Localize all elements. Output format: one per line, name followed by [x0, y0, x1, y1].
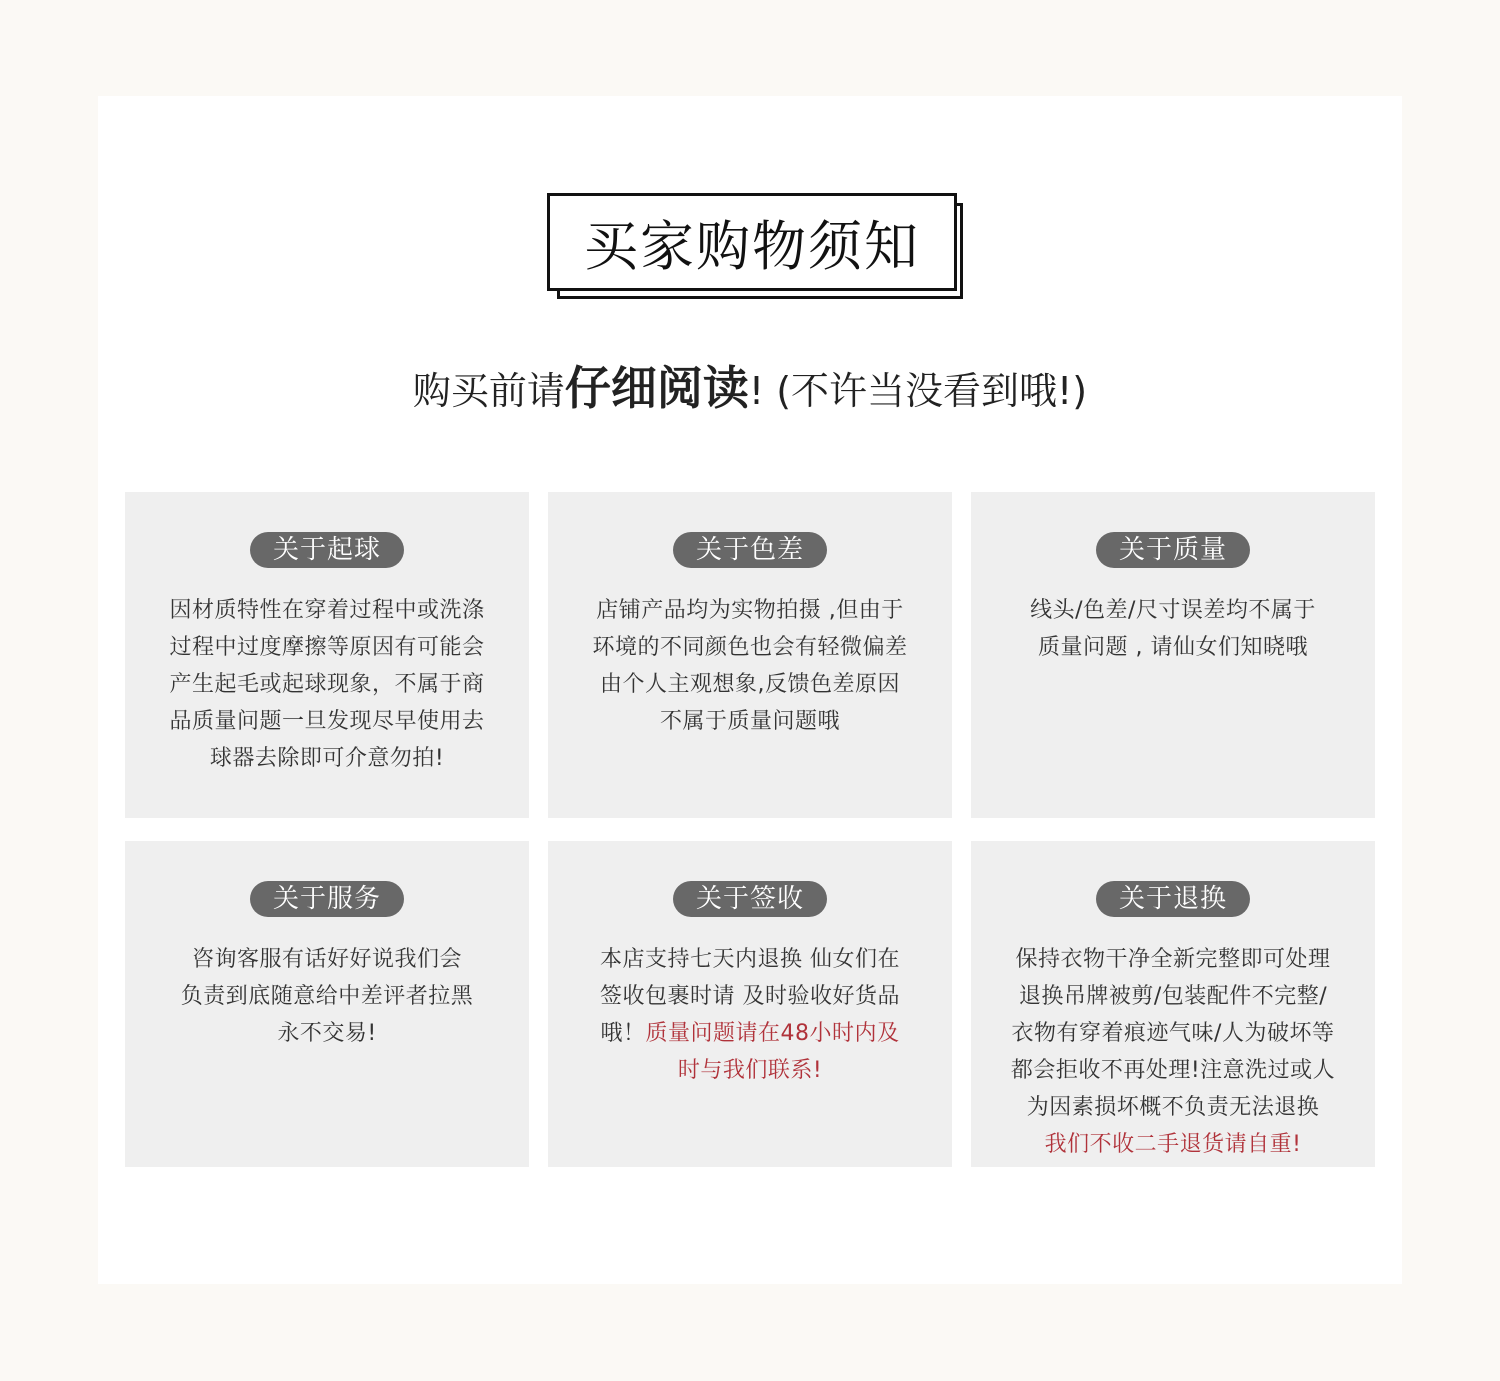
card-line: 球器去除即可介意勿拍! [209, 746, 445, 771]
card-signing [548, 841, 952, 1167]
card-line: 品质量问题一旦发现尽早使用去 [169, 709, 485, 734]
card-line: 产生起毛或起球现象，不属于商 [169, 672, 485, 697]
card-body [987, 592, 1359, 666]
page-title: 买家购物须知 [547, 193, 957, 291]
card-body [564, 941, 936, 1089]
card-pilling [125, 492, 529, 818]
card-label: 关于色差 [673, 532, 827, 568]
card-line: 都会拒收不再处理!注意洗过或人 [1010, 1058, 1336, 1083]
card-line: 永不交易! [277, 1021, 377, 1046]
card-label: 关于服务 [250, 881, 404, 917]
card-label: 关于质量 [1096, 532, 1250, 568]
card-line: 本店支持七天内退换 仙女们在 [600, 947, 900, 972]
card-label: 关于签收 [673, 881, 827, 917]
card-line: 退换吊牌被剪/包装配件不完整/ [1018, 984, 1328, 1009]
card-line: 负责到底随意给中差评者拉黑 [180, 984, 474, 1009]
card-body [141, 941, 513, 1052]
card-line: 为因素损坏概不负责无法退换 [1026, 1095, 1320, 1120]
card-line: 线头/色差/尺寸误差均不属于 [1030, 598, 1316, 623]
card-line: 不属于质量问题哦 [659, 709, 840, 734]
card-line: 因材质特性在穿着过程中或洗涤 [169, 598, 485, 623]
card-line: 由个人主观想象,反馈色差原因 [600, 672, 900, 697]
card-line-highlight: 质量问题请在48小时内及 [645, 1021, 900, 1046]
card-label: 关于起球 [250, 532, 404, 568]
card-body [564, 592, 936, 740]
card-returns [971, 841, 1375, 1167]
card-line: 保持衣物干净全新完整即可处理 [1015, 947, 1331, 972]
card-service [125, 841, 529, 1167]
card-body [987, 941, 1359, 1163]
subtitle-suffix: ! (不许当没看到哦!) [748, 369, 1088, 413]
card-line: 店铺产品均为实物拍摄 ,但由于 [596, 598, 904, 623]
card-line: 质量问题 , 请仙女们知晓哦 [1038, 635, 1308, 660]
card-line: 衣物有穿着痕迹气味/人为破坏等 [1011, 1021, 1335, 1046]
card-line: 过程中过度摩擦等原因有可能会 [169, 635, 485, 660]
card-label: 关于退换 [1096, 881, 1250, 917]
card-line-prefix: 哦！ [600, 1021, 646, 1046]
subtitle [0, 352, 1500, 418]
title-frame [547, 193, 967, 303]
card-line: 咨询客服有话好好说我们会 [191, 947, 462, 972]
card-line: 签收包裹时请 及时验收好货品 [600, 984, 900, 1009]
card-line: 环境的不同颜色也会有轻微偏差 [592, 635, 908, 660]
card-line [564, 1015, 936, 1052]
card-quality [971, 492, 1375, 818]
card-line-highlight: 时与我们联系! [677, 1058, 823, 1083]
card-color-difference [548, 492, 952, 818]
card-body [141, 592, 513, 777]
subtitle-prefix: 购买前请 [412, 369, 565, 413]
subtitle-emphasis: 仔细阅读 [564, 361, 749, 415]
card-line-highlight: 我们不收二手退货请自重! [1044, 1132, 1302, 1157]
